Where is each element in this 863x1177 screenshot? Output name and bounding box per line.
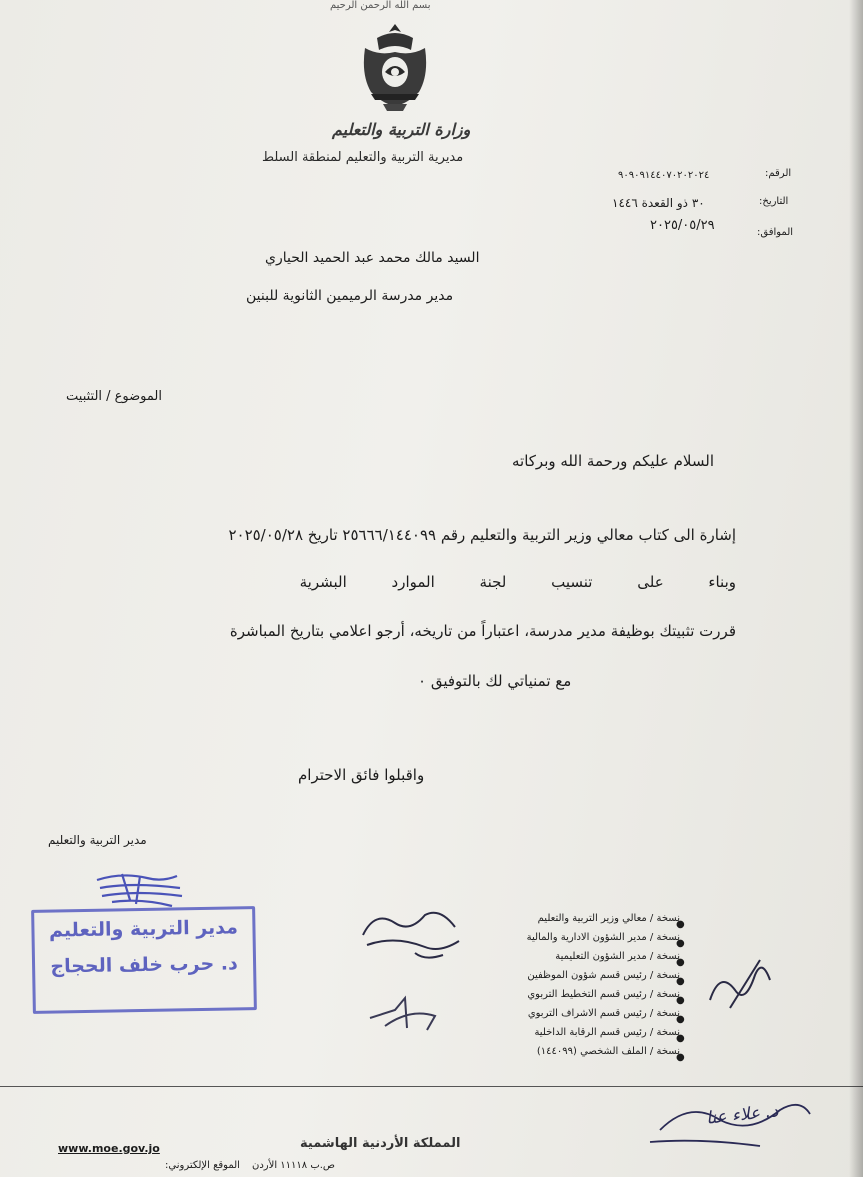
coat-of-arms-icon bbox=[355, 20, 435, 112]
footer-website-label: الموقع الإلكتروني: bbox=[165, 1160, 240, 1171]
recipient-title: مدير مدرسة الرميمين الثانوية للبنين bbox=[246, 288, 454, 304]
official-stamp bbox=[31, 906, 257, 1014]
basmala-text: بسم الله الرحمن الرحيم bbox=[330, 0, 431, 11]
ministry-name: وزارة التربية والتعليم bbox=[332, 120, 471, 139]
bullet-dot-icon: ● bbox=[676, 1033, 685, 1044]
bullet-dot-icon: ● bbox=[676, 976, 685, 987]
closing-line: واقبلوا فائق الاحترام bbox=[298, 766, 425, 784]
footer-website[interactable]: www.moe.gov.jo bbox=[58, 1142, 160, 1155]
signatory-title: مدير التربية والتعليم bbox=[48, 833, 147, 847]
greg-value: ٢٠٢٥/٠٥/٢٩ bbox=[650, 218, 715, 233]
subject-line: الموضوع / التثبيت bbox=[66, 389, 162, 404]
initials-scribble-icon bbox=[355, 905, 465, 965]
cc-item: نسخة / مدير الشؤون التعليمية bbox=[555, 951, 680, 962]
stamp-line-2: د. حرب خلف الحجاج bbox=[50, 952, 238, 978]
body-line-4: مع تمنياتي لك بالتوفيق ٠ bbox=[418, 672, 572, 690]
body-line-2: وبناء على تنسيب لجنة الموارد البشرية bbox=[299, 573, 736, 591]
recipient-name: السيد مالك محمد عبد الحميد الحياري bbox=[265, 250, 480, 266]
greeting: السلام عليكم ورحمة الله وبركاته bbox=[512, 452, 714, 470]
cc-item: نسخة / رئيس قسم شؤون الموظفين bbox=[527, 970, 680, 981]
bullet-dot-icon: ● bbox=[676, 938, 685, 949]
initials-scribble-icon bbox=[365, 990, 445, 1035]
bullet-dot-icon: ● bbox=[676, 919, 685, 930]
bullet-dot-icon: ● bbox=[676, 1052, 685, 1063]
cc-item: نسخة / رئيس قسم التخطيط التربوي bbox=[527, 989, 680, 1000]
ref-value: ٩٠٩٠٩١٤٤٠٧٠٢٠٢٠٢٤ bbox=[618, 170, 710, 181]
cc-item: نسخة / رئيس قسم الاشراف التربوي bbox=[527, 1008, 680, 1019]
footer-address: ص.ب ١١١١٨ الأردن bbox=[252, 1160, 336, 1171]
cc-item: نسخة / الملف الشخصي (١٤٤٠٩٩) bbox=[536, 1046, 680, 1057]
footer-divider bbox=[0, 1086, 863, 1087]
initials-scribble-icon bbox=[700, 950, 780, 1015]
cc-item: نسخة / مدير الشؤون الادارية والمالية bbox=[526, 932, 680, 943]
directorate-name: مديرية التربية والتعليم لمنطقة السلط bbox=[262, 150, 464, 165]
bullet-dot-icon: ● bbox=[676, 1014, 685, 1025]
bullet-dot-icon: ● bbox=[676, 995, 685, 1006]
date-label: التاريخ: bbox=[759, 196, 789, 207]
handwritten-note: د. علاء عنا bbox=[705, 1101, 780, 1129]
greg-label: الموافق: bbox=[757, 227, 794, 238]
page-edge-shadow bbox=[849, 0, 863, 1177]
date-value: ٣٠ ذو القعدة ١٤٤٦ bbox=[612, 196, 705, 210]
footer-kingdom: المملكة الأردنية الهاشمية bbox=[300, 1136, 461, 1151]
ref-label: الرقم: bbox=[765, 168, 792, 179]
cc-item: نسخة / رئيس قسم الرقابة الداخلية bbox=[534, 1027, 680, 1038]
body-line-3: قررت تثبيتك بوظيفة مدير مدرسة، اعتباراً من تاريخه، أرجو اعلامي بتاريخ المباشرة bbox=[229, 622, 736, 640]
bullet-dot-icon: ● bbox=[676, 957, 685, 968]
cc-item: نسخة / معالي وزير التربية والتعليم bbox=[537, 913, 680, 924]
body-line-1: إشارة الى كتاب معالي وزير التربية والتعليم رقم ٢٥٦٦٦/١٤٤٠٩٩ تاريخ ٢٠٢٥/٠٥/٢٨ bbox=[228, 526, 736, 544]
stamp-line-1: مدير التربية والتعليم bbox=[48, 916, 239, 942]
